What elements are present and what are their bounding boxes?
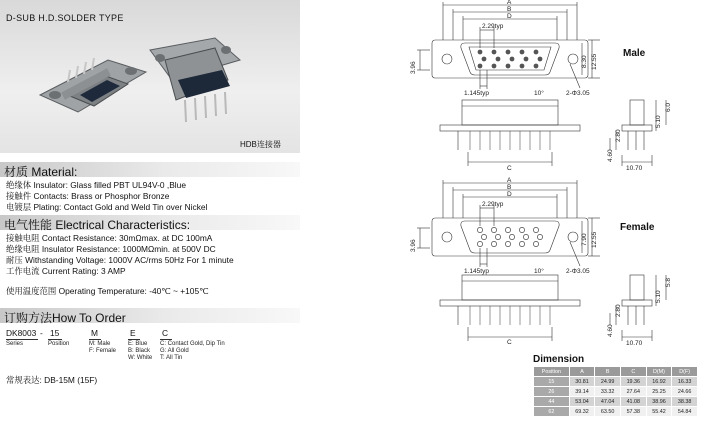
table-cell: 47.04 [595,397,621,407]
table-row [534,377,698,387]
gender-option: F: Female [89,348,117,354]
material-line: 电镀层 Plating: Contact Gold and Weld Tin over Nickel [6,202,208,212]
table-cell: 62 [534,407,570,417]
table-cell: 38.96 [646,397,672,407]
order-code-separator: - [40,328,43,338]
order-example: 常规表达: DB-15M (15F) [6,375,98,385]
dim-label-b: B [507,184,512,191]
height-label: 3.96 [410,61,417,74]
table-cell: 38.38 [672,397,698,407]
table-cell: 27.64 [621,387,647,397]
pitch-half-label: 1.145typ [464,268,489,275]
dimension-table [533,366,698,417]
photo-caption: HDB连接器 [240,140,281,149]
material-line: 绝缘体 Insulator: Glass filled PBT UL94V-0 ,Blue [6,180,186,190]
dim-label-d: D [507,13,512,20]
order-underline [89,339,101,340]
order-underline [160,339,172,340]
side-label: 2.80 [615,304,622,317]
height-label: 8.30 [581,55,588,68]
plating-option: C: Contact Gold, Dip Tin [160,341,225,347]
side-label: 5.10 [655,290,662,303]
color-option: W: White [128,355,153,361]
height-label: 12.55 [591,231,598,248]
side-label: 5.8 [665,277,672,287]
order-underline [128,339,140,340]
electrical-line: 耐压 Withstanding Voltage: 1000V AC/rms 50Hz For 1 minute [6,255,234,265]
table-cell: 57.38 [621,407,647,417]
dim-label-a: A [507,0,512,6]
male-side-view [440,100,580,166]
dim-label-c: C [507,339,512,346]
electrical-line: 接触电阻 Contact Resistance: 30mΩmax. at DC 100mA [6,233,213,243]
side-label: 4.60 [607,149,614,162]
table-cell: 55.42 [646,407,672,417]
product-type-title: D-SUB H.D.SOLDER TYPE [6,13,124,23]
dim-label-b: B [507,6,512,13]
order-underline [6,339,38,340]
side-label: 10.70 [626,165,643,172]
order-label-series: Series [6,341,24,347]
table-header-cell: Position [534,367,570,377]
side-label: 4.60 [607,324,614,337]
order-code-position: 15 [50,328,60,338]
table-header-cell: D(F) [672,367,698,377]
dim-label-c: C [507,165,512,172]
operating-temperature: 使用温度范围 Operating Temperature: -40℃ ~ +105℃ [6,286,209,296]
table-cell: 63.50 [595,407,621,417]
side-label: 6.0 [665,102,672,112]
color-option: B: Black [128,348,151,354]
height-label: 7.90 [581,233,588,246]
table-cell: 16.92 [646,377,672,387]
table-cell: 30.81 [569,377,595,387]
material-heading: 材质 Material: [4,165,78,179]
female-label: Female [620,222,655,233]
table-header-cell: A [569,367,595,377]
dimension-title: Dimension [533,354,585,365]
table-row [534,397,698,407]
table-cell: 41.08 [621,397,647,407]
color-option: E: Blue [128,341,148,347]
pitch-half-label: 1.145typ [464,90,489,97]
height-label: 3.96 [410,239,417,252]
table-cell: 19.36 [621,377,647,387]
pitch-label: 2.29typ [482,201,504,208]
electrical-line: 绝缘电阻 Insulator Resistance: 1000MΩmin. at 500V DC [6,244,216,254]
angle-label: 10° [534,90,544,97]
order-code-gender: M [91,328,98,338]
hole-label: 2-Φ3.05 [566,90,590,97]
table-header-cell: D(M) [646,367,672,377]
order-label-position: Position [48,341,70,347]
order-code-series: DK8003 [6,328,37,338]
height-label: 12.55 [591,53,598,70]
electrical-line: 工作电流 Current Rating: 3 AMP [6,266,126,276]
plating-option: T: All Tin [160,355,183,361]
gender-option: M: Male [89,341,111,347]
table-header-cell: C [621,367,647,377]
female-side-view [440,275,580,341]
table-cell: 16.33 [672,377,698,387]
order-underline [48,339,62,340]
angle-label: 10° [534,268,544,275]
order-code-color: E [130,328,136,338]
side-label: 10.70 [626,340,643,347]
table-cell: 33.32 [595,387,621,397]
product-photo-panel [0,0,300,153]
table-cell: 69.32 [569,407,595,417]
table-cell: 39.14 [569,387,595,397]
male-label: Male [623,48,646,59]
table-row [534,407,698,417]
technical-drawing [410,0,701,355]
order-code-plating: C [162,328,169,338]
order-heading: 订购方法How To Order [4,311,126,325]
table-cell: 44 [534,397,570,407]
side-label: 5.10 [655,115,662,128]
side-label: 2.80 [615,129,622,142]
electrical-heading: 电气性能 Electrical Characteristics: [4,218,191,232]
table-cell: 15 [534,377,570,387]
table-header-cell: B [595,367,621,377]
hole-label: 2-Φ3.05 [566,268,590,275]
material-line: 接触件 Contacts: Brass or Phosphor Bronze [6,191,170,201]
table-cell: 25.25 [646,387,672,397]
table-cell: 24.99 [595,377,621,387]
table-cell: 26 [534,387,570,397]
dim-label-d: D [507,191,512,198]
table-cell: 53.04 [569,397,595,407]
plating-option: G: All Gold [160,348,189,354]
dim-label-a: A [507,177,512,184]
table-header-row [534,367,698,377]
pitch-label: 2.29typ [482,23,504,30]
table-cell: 24.66 [672,387,698,397]
table-cell: 54.84 [672,407,698,417]
table-row [534,387,698,397]
